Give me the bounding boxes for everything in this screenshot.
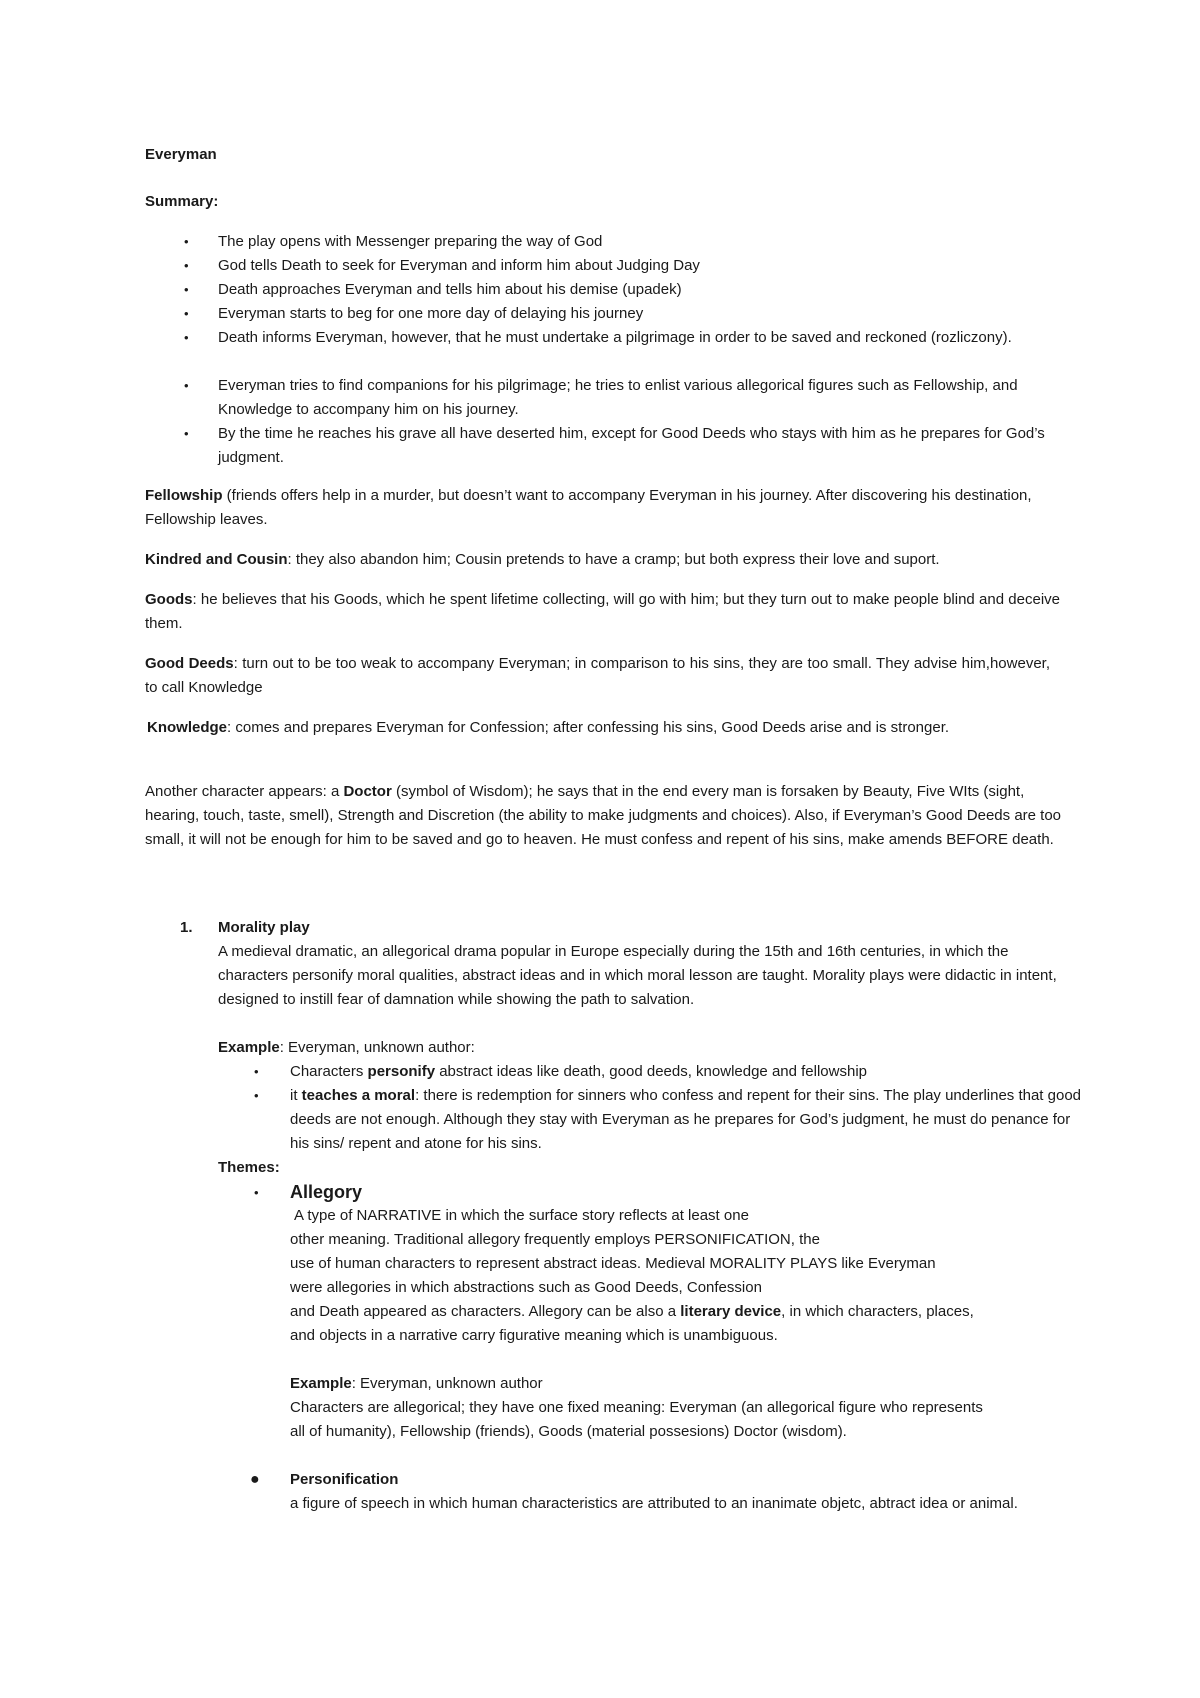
allegory-text: , in which characters, places,: [781, 1303, 974, 1320]
bullet-text: it: [290, 1087, 302, 1104]
bullet-bold: personify: [367, 1063, 436, 1080]
personification-text: a figure of speech in which human characteristics are attributed to an inanimate objetc, abtract idea or animal.: [290, 1495, 1018, 1512]
bullet-text: abstract ideas like death, good deeds, knowledge and fellowship: [435, 1063, 867, 1080]
example-text: : Everyman, unknown author:: [279, 1039, 475, 1056]
doctor-text: (symbol of Wisdom); he says that in the end every man is forsaken by Beauty, Five WIts (sight, hearing, touch, taste, smell), Strength and Discretion (the ability to make judgments and choices). Also, if Everyman’s Good Deeds are too small, it will not be enough for him to be saved and go to heaven. He must confess and repent of his sins, make amends BEFORE death.: [145, 783, 1062, 848]
allegory-line: use of human characters to represent abstract ideas. Medieval MORALITY PLAYS like Everyman: [290, 1255, 936, 1272]
bullet-icon: •: [184, 282, 189, 297]
bullet-icon: •: [184, 234, 189, 249]
bullet-icon: ●: [250, 1471, 260, 1488]
term-kindred: Kindred and Cousin: [145, 551, 288, 568]
bullet-icon: •: [184, 306, 189, 321]
bullet-icon: •: [254, 1064, 259, 1079]
paragraph-goods: [145, 588, 1060, 636]
bullet-text: : there is redemption for sinners who confess and repent for their sins. The play underlines that good deeds are not enough. Although they stay with Everyman as he prepares for God’s judgment, he must do penance for his sins/ repent and atone for his sins.: [290, 1087, 1082, 1152]
allegory-line: A type of NARRATIVE in which the surface story reflects at least one: [294, 1207, 749, 1224]
morality-example: [218, 1036, 818, 1060]
paragraph-fellowship: [145, 484, 1065, 532]
example-text: : Everyman, unknown author: [351, 1375, 543, 1392]
paragraph-doctor: [145, 780, 1070, 852]
term-goods: Goods: [145, 591, 193, 608]
term-knowledge: Knowledge: [147, 719, 228, 736]
allegory-title: Allegory: [290, 1182, 363, 1202]
paragraph-kindred: [145, 548, 1075, 572]
bullet-icon: •: [254, 1185, 259, 1200]
term-good-deeds: Good Deeds: [145, 655, 234, 672]
personification-title: Personification: [290, 1471, 399, 1488]
fellowship-text: (friends offers help in a murder, but doesn’t want to accompany Everyman in his journey. After discovering his destination, Fellowship leaves.: [145, 487, 1032, 528]
summary-item: Everyman starts to beg for one more day of delaying his journey: [218, 305, 644, 322]
example-label: Example: [290, 1375, 352, 1392]
knowledge-text: : comes and prepares Everyman for Confession; after confessing his sins, Good Deeds arise and is stronger.: [227, 719, 950, 736]
allegory-example-line: all of humanity), Fellowship (friends), Goods (material possesions) Doctor (wisdom).: [290, 1423, 847, 1440]
good-deeds-text: : turn out to be too weak to accompany Everyman; in comparison to his sins, they are too small. They advise him,however, to call Knowledge: [145, 655, 1050, 696]
summary-item: The play opens with Messenger preparing the way of God: [218, 233, 603, 250]
kindred-text: : they also abandon him; Cousin pretends to have a cramp; but both express their love and suport.: [287, 551, 940, 568]
summary-item: Death approaches Everyman and tells him about his demise (upadek): [218, 281, 682, 298]
allegory-example: [290, 1372, 543, 1396]
bullet-text: Characters: [290, 1063, 368, 1080]
allegory-line: and objects in a narrative carry figurative meaning which is unambiguous.: [290, 1327, 778, 1344]
allegory-line: were allegories in which abstractions such as Good Deeds, Confession: [290, 1279, 762, 1296]
allegory-bold: literary device: [680, 1303, 782, 1320]
bullet-icon: •: [254, 1088, 259, 1103]
bullet-icon: •: [184, 426, 189, 441]
morality-definition: A medieval dramatic, an allegorical drama popular in Europe especially during the 15th and 16th centuries, in which the characters personify moral qualities, abstract ideas and in which moral lesson are taught. Morality plays were didactic in intent, designed to instill fear of damnation while showing the path to salvation.: [218, 943, 1057, 1008]
allegory-line: [290, 1300, 974, 1324]
paragraph-knowledge: [147, 716, 1012, 740]
summary-item: God tells Death to seek for Everyman and inform him about Judging Day: [218, 257, 700, 274]
section-number: 1.: [180, 919, 193, 936]
themes-label: Themes:: [218, 1159, 280, 1176]
example-bullet: [290, 1060, 1050, 1084]
allegory-example-line: Characters are allegorical; they have one fixed meaning: Everyman (an allegorical figure who represents: [290, 1399, 983, 1416]
section-title: Morality play: [218, 919, 310, 936]
summary-heading: Summary:: [145, 193, 219, 210]
allegory-line: other meaning. Traditional allegory frequently employs PERSONIFICATION, the: [290, 1231, 820, 1248]
summary-item: Everyman tries to find companions for his pilgrimage; he tries to enlist various allegorical figures such as Fellowship, and Knowledge to accompany him on his journey.: [218, 377, 1018, 418]
bullet-icon: •: [184, 330, 189, 345]
bullet-bold: teaches a moral: [301, 1087, 416, 1104]
summary-item: By the time he reaches his grave all have deserted him, except for Good Deeds who stays with him as he prepares for God’s judgment.: [218, 425, 1045, 466]
bullet-icon: •: [184, 258, 189, 273]
term-fellowship: Fellowship: [145, 487, 223, 504]
example-label: Example: [218, 1039, 280, 1056]
document-title: Everyman: [145, 146, 217, 163]
example-bullet: [290, 1084, 1085, 1156]
bullet-icon: •: [184, 378, 189, 393]
summary-item: Death informs Everyman, however, that he must undertake a pilgrimage in order to be saved and reckoned (rozliczony).: [218, 329, 1012, 346]
doctor-intro: Another character appears: a: [145, 783, 344, 800]
paragraph-good-deeds: [145, 652, 1050, 700]
goods-text: : he believes that his Goods, which he spent lifetime collecting, will go with him; but they turn out to make people blind and deceive them.: [145, 591, 1060, 632]
allegory-text: and Death appeared as characters. Allegory can be also a: [290, 1303, 681, 1320]
term-doctor: Doctor: [343, 783, 392, 800]
